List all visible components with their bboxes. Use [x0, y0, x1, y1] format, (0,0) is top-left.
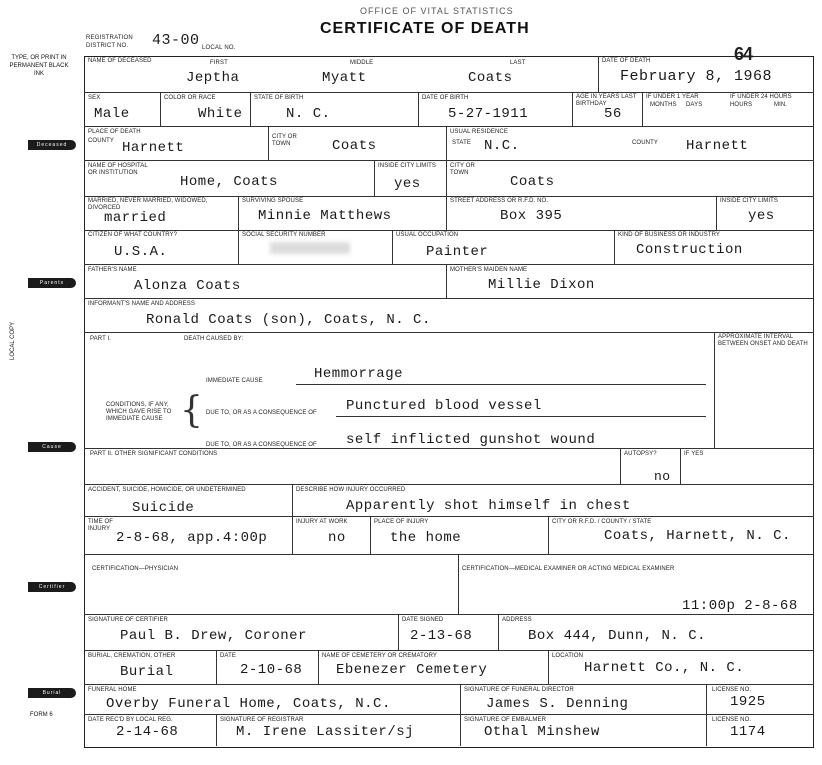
citizen-value: U.S.A.: [114, 244, 168, 260]
tab-deceased: Deceased: [28, 140, 76, 150]
tab-certifier: Certifier: [28, 582, 76, 592]
director-value: James S. Denning: [486, 696, 629, 712]
received-label: DATE REC'D BY LOCAL REG.: [88, 717, 173, 723]
sex-label: SEX: [88, 95, 101, 101]
ssn-redacted: [270, 242, 350, 254]
color-label: COLOR OR RACE: [164, 95, 216, 101]
age-label: AGE IN YEARS LAST BIRTHDAY: [576, 94, 637, 107]
pod-inside-limits-value: yes: [394, 176, 421, 192]
how-injury-value: Apparently shot himself in chest: [346, 498, 631, 514]
if-yes-label: IF YES: [684, 451, 704, 457]
due-to-value-2: self inflicted gunshot wound: [346, 432, 596, 448]
residence-label: USUAL RESIDENCE: [450, 129, 508, 135]
date-of-death: February 8, 1968: [620, 68, 773, 85]
mother-label: MOTHER'S MAIDEN NAME: [450, 267, 528, 273]
place-injury-value: the home: [390, 530, 462, 546]
pod-city-label: CITY OR TOWN: [272, 134, 297, 147]
citizen-label: CITIZEN OF WHAT COUNTRY?: [88, 232, 178, 238]
res-city-value: Coats: [510, 174, 555, 190]
cemetery-value: Ebenezer Cemetery: [336, 662, 488, 678]
part-one-label: PART I.: [90, 336, 112, 342]
hospital-value: Home, Coats: [180, 174, 278, 190]
registrar-value: M. Irene Lassiter/sj: [236, 724, 415, 740]
time-injury-value: 2-8-68, app.4:00p: [116, 530, 268, 546]
license-label: LICENSE NO.: [712, 687, 752, 693]
res-county-value: Harnett: [686, 138, 749, 154]
occupation-value: Painter: [426, 244, 489, 260]
funeral-home-value: Overby Funeral Home, Coats, N.C.: [106, 696, 391, 712]
death-caused-label: DEATH CAUSED BY:: [184, 336, 244, 342]
min-label: MIN.: [774, 102, 788, 108]
under-one-label: IF UNDER 1 YEAR: [646, 94, 699, 100]
office-name: OFFICE OF VITAL STATISTICS: [360, 6, 514, 16]
first-name-label: FIRST: [210, 60, 228, 66]
state-of-birth-label: STATE OF BIRTH: [254, 95, 304, 101]
under-24-label: IF UNDER 24 HOURS: [730, 94, 792, 100]
embalmer-label: SIGNATURE OF EMBALMER: [464, 717, 546, 723]
burial-type-value: Burial: [120, 664, 174, 680]
burial-type-label: BURIAL, CREMATION, OTHER: [88, 653, 176, 659]
brace-left: {: [180, 390, 203, 431]
sex-value: Male: [94, 106, 130, 122]
director-label: SIGNATURE OF FUNERAL DIRECTOR: [464, 687, 574, 693]
marital-value: married: [104, 210, 167, 226]
autopsy-label: AUTOPSY?: [624, 451, 657, 457]
autopsy-value: no: [654, 469, 671, 484]
tab-cause: Cause: [28, 442, 76, 452]
occupation-label: USUAL OCCUPATION: [396, 232, 459, 238]
place-injury-label: PLACE OF INJURY: [374, 519, 429, 525]
spouse-value: Minnie Matthews: [258, 208, 392, 224]
immediate-cause-value: Hemmorrage: [314, 366, 404, 382]
middle-name-label: MIDDLE: [350, 60, 374, 66]
ink-instruction: TYPE, OR PRINT IN PERMANENT BLACK INK: [9, 55, 69, 77]
pod-county-value: Harnett: [122, 140, 185, 156]
certifier-address-label: ADDRESS: [502, 617, 532, 623]
res-inside-limits-value: yes: [748, 208, 775, 224]
manner-value: Suicide: [132, 500, 195, 516]
at-work-value: no: [328, 530, 346, 546]
funeral-home-label: FUNERAL HOME: [88, 687, 137, 693]
res-state-label: STATE: [452, 140, 471, 146]
manner-label: ACCIDENT, SUICIDE, HOMICIDE, OR UNDETERMINED: [88, 487, 246, 493]
immediate-cause-label: IMMEDIATE CAUSE: [206, 378, 263, 384]
last-name-label: LAST: [510, 60, 526, 66]
informant-label: INFORMANT'S NAME AND ADDRESS: [88, 301, 195, 307]
hours-label: HOURS: [730, 102, 753, 108]
color-value: White: [198, 106, 243, 122]
mother-value: Millie Dixon: [488, 277, 595, 293]
interval-label: APPROXIMATE INTERVAL BETWEEN ONSET AND DEATH: [718, 334, 808, 347]
embalmer-license-value: 1174: [730, 724, 766, 740]
date-signed-label: DATE SIGNED: [402, 617, 444, 623]
hospital-label: NAME OF HOSPITAL OR INSTITUTION: [88, 163, 148, 176]
license-value: 1925: [730, 694, 766, 710]
date-of-birth-label: DATE OF BIRTH: [422, 95, 469, 101]
certifier-label: SIGNATURE OF CERTIFIER: [88, 617, 168, 623]
injury-location-value: Coats, Harnett, N. C.: [604, 528, 791, 544]
deceased-first-name: Jeptha: [186, 70, 240, 86]
state-of-birth-value: N. C.: [286, 106, 331, 122]
res-state-value: N.C.: [484, 138, 520, 154]
embalmer-license-label: LICENSE NO.: [712, 717, 752, 723]
certifier-address-value: Box 444, Dunn, N. C.: [528, 628, 707, 644]
res-inside-limits-label: INSIDE CITY LIMITS: [720, 198, 779, 204]
name-label: NAME OF DECEASED: [88, 58, 152, 64]
marital-label: MARRIED, NEVER MARRIED, WIDOWED, DIVORCED: [88, 198, 208, 211]
father-value: Alonza Coats: [134, 278, 241, 294]
registrar-label: SIGNATURE OF REGISTRAR: [220, 717, 304, 723]
deceased-middle-name: Myatt: [322, 70, 367, 86]
date-of-birth-value: 5-27-1911: [448, 106, 529, 122]
due-to-value-1: Punctured blood vessel: [346, 398, 542, 414]
industry-value: Construction: [636, 242, 743, 258]
deceased-last-name: Coats: [468, 70, 513, 86]
age-value: 56: [604, 106, 622, 122]
form-note: FORM 6: [30, 712, 53, 718]
cemetery-location-label: LOCATION: [552, 653, 584, 659]
part-two-label: PART II. OTHER SIGNIFICANT CONDITIONS: [90, 451, 218, 457]
res-county-label: COUNTY: [632, 140, 658, 146]
pod-county-label: COUNTY: [88, 138, 114, 144]
date-of-death-label: DATE OF DEATH: [602, 58, 651, 64]
spouse-label: SURVIVING SPOUSE: [242, 198, 304, 204]
received-value: 2-14-68: [116, 724, 179, 740]
burial-date-value: 2-10-68: [240, 662, 303, 678]
local-number-label: LOCAL NO.: [202, 45, 236, 51]
certificate-title: CERTIFICATE OF DEATH: [320, 20, 530, 37]
tab-parents: Parents: [28, 278, 76, 288]
ssn-label: SOCIAL SECURITY NUMBER: [242, 232, 326, 238]
registration-number: 43-00: [152, 32, 200, 49]
pod-inside-limits-label: INSIDE CITY LIMITS: [378, 163, 437, 169]
injury-location-label: CITY OR R.F.D. / COUNTY / STATE: [552, 519, 652, 525]
due-to-label-1: DUE TO, OR AS A CONSEQUENCE OF: [206, 410, 317, 416]
physician-cert-label: CERTIFICATION—PHYSICIAN: [92, 566, 179, 572]
burial-date-label: DATE: [220, 653, 236, 659]
informant-value: Ronald Coats (son), Coats, N. C.: [146, 312, 431, 328]
industry-label: KIND OF BUSINESS OR INDUSTRY: [618, 232, 721, 238]
pronounced-time: 11:00p 2-8-68: [682, 598, 798, 614]
local-copy-label: LOCAL COPY: [10, 321, 16, 360]
time-injury-label: TIME OF INJURY: [88, 519, 114, 532]
tab-burial: Burial: [28, 688, 76, 698]
registration-label: REGISTRATION DISTRICT NO.: [86, 35, 133, 49]
street-value: Box 395: [500, 208, 563, 224]
conditions-label: CONDITIONS, IF ANY, WHICH GAVE RISE TO IMMEDIATE CAUSE: [106, 402, 172, 422]
place-of-death-label: PLACE OF DEATH: [88, 129, 141, 135]
how-injury-label: DESCRIBE HOW INJURY OCCURRED: [296, 487, 406, 493]
days-label: DAYS: [686, 102, 703, 108]
street-label: STREET ADDRESS OR R.F.D. NO.: [450, 198, 549, 204]
due-to-label-2: DUE TO, OR AS A CONSEQUENCE OF: [206, 442, 317, 448]
me-cert-label: CERTIFICATION—MEDICAL EXAMINER OR ACTING MEDICAL EXAMINER: [462, 566, 675, 572]
cemetery-location-value: Harnett Co., N. C.: [584, 660, 745, 676]
certifier-value: Paul B. Drew, Coroner: [120, 628, 307, 644]
father-label: FATHER'S NAME: [88, 267, 137, 273]
date-signed-value: 2-13-68: [410, 628, 473, 644]
cemetery-label: NAME OF CEMETERY OR CREMATORY: [322, 653, 438, 659]
embalmer-value: Othal Minshew: [484, 724, 600, 740]
file-stamp: 64: [734, 44, 753, 64]
months-label: MONTHS: [650, 102, 677, 108]
res-city-label: CITY OR TOWN: [450, 163, 475, 176]
pod-city-value: Coats: [332, 138, 377, 154]
at-work-label: INJURY AT WORK: [296, 519, 348, 525]
